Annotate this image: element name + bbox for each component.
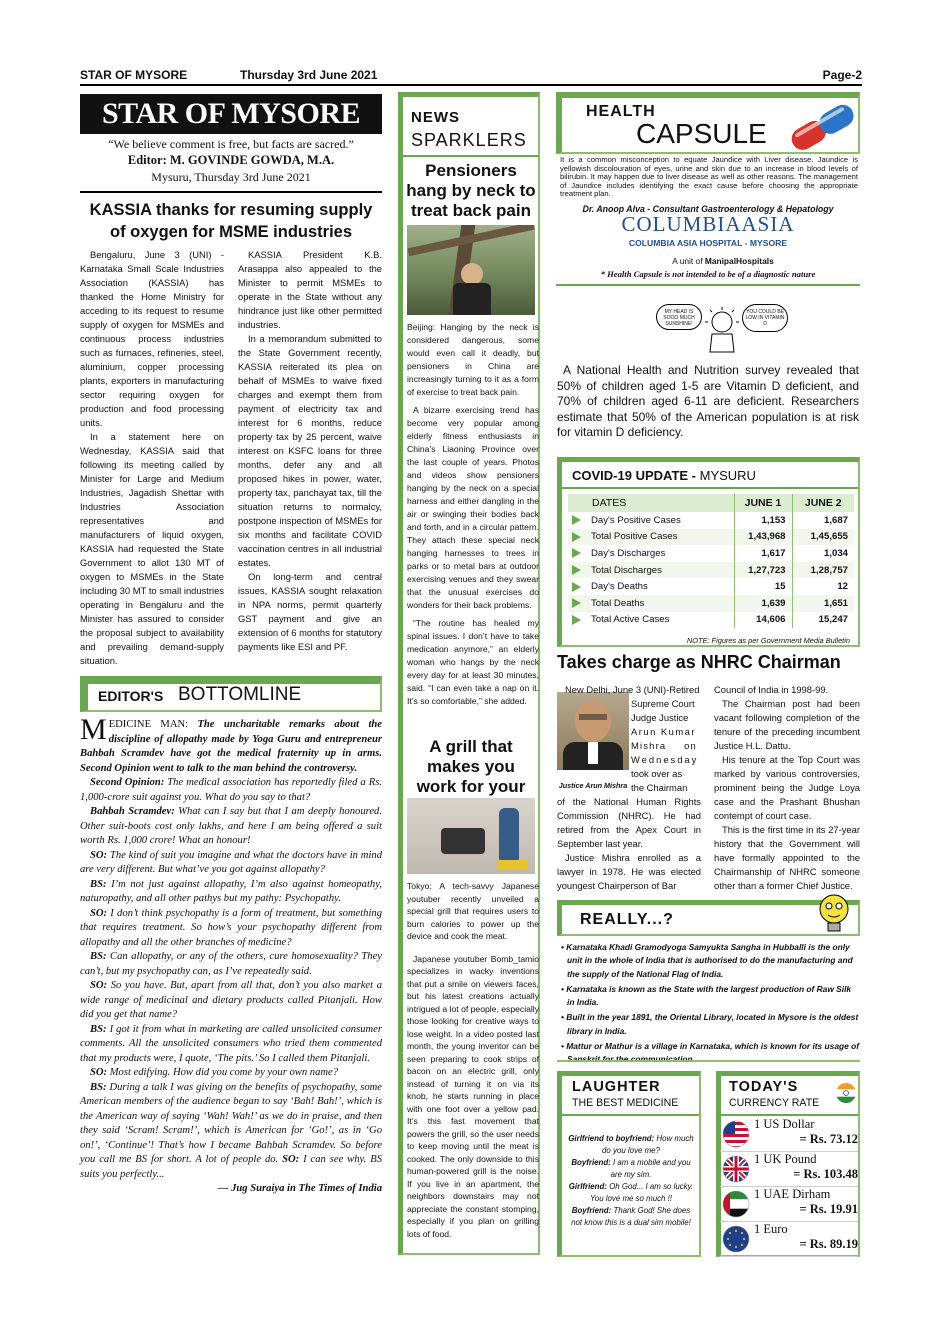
triangle-bullet-icon — [572, 598, 581, 608]
pensioner-photo — [407, 225, 535, 315]
speaker: BS: — [90, 951, 107, 962]
covid-row-label-text: Day's Discharges — [591, 547, 666, 559]
nhrc-line: took over as — [631, 768, 683, 779]
news-sparklers-column — [398, 92, 540, 1255]
news-paragraph: “The routine has healed my spinal issues. I don’t have to take medication anymore,” an elderly woman who hangs by the neck every day for at least 30 minutes, said. “I can even take a nap on it. It’s so comfortable,” she added. — [407, 618, 539, 706]
currency-rate-row — [720, 1187, 858, 1222]
editors-para — [80, 950, 382, 979]
currency-subtitle: CURRENCY RATE — [729, 1097, 820, 1109]
currency-name: 1 Euro — [754, 1222, 788, 1236]
editors-lead-caps: EDICINE MAN: — [108, 719, 198, 730]
editors-para — [80, 907, 382, 951]
masthead-logo: STAR OF MYSORE — [80, 94, 382, 134]
covid-row-label — [568, 612, 734, 629]
health-rule — [556, 284, 860, 286]
covid-value-june2: 1,034 — [792, 545, 854, 562]
editors-title-b: BOTTOMLINE — [178, 684, 302, 705]
really-item-text: Mattur or Mathur is a village in Karnataka, which is known for its usage of Sanskrit for the communication. — [566, 1041, 859, 1065]
kassia-paragraph: In a memorandum submitted to the State Government recently, KASSIA reiterated its plea on behalf of MSMEs to waive fixed charges and exempt them from payment of electricity tax and interest for 6 months, reduce property tax by 25 percent, waive interest on KSFC loans for three months, defer any and all proposed hikes in power, water, property tax, panchayat tax, till the situation returns to normalcy, postpone inspection of MSMEs for six months and facilitate COVID vaccination centres in all industrial estates. — [238, 333, 382, 568]
editors-para — [80, 1081, 382, 1183]
editors-body — [80, 713, 383, 1197]
really-title: REALLY...? — [580, 911, 674, 928]
really-item-text: Karnataka Khadi Gramodyoga Samyukta Sangha in Hubballi is the only unit in the whole of India that is authorised to do the manufacturing and the supply of the National Flag of India. — [566, 942, 853, 979]
covid-row-label-text: Total Discharges — [591, 564, 662, 576]
nhrc-line: Mishra on — [631, 740, 697, 751]
currency-name: 1 UK Pound — [754, 1152, 817, 1166]
covid-title — [572, 468, 756, 483]
covid-table-row — [568, 545, 854, 562]
speech: What can I say but that I am deeply honoured. Other suit-boots cost only lakhs, and here I am being offered a suit worth Rs. 1,000 crore! What an honour! — [80, 806, 382, 846]
header-date: Thursday 3rd June 2021 — [240, 68, 378, 82]
us-flag-icon — [722, 1120, 750, 1148]
editors-bottomline-box — [80, 676, 382, 712]
masthead-rule — [80, 191, 382, 193]
joke-line — [566, 1133, 696, 1157]
masthead-motto: “We believe comment is free, but facts are sacred.” — [108, 137, 354, 151]
really-item: • Karnataka is known as the State with the largest production of Raw Silk in India. — [561, 983, 852, 1008]
currency-rule — [721, 1114, 858, 1116]
covid-row-label — [568, 512, 734, 529]
covid-row-label-text: Day's Positive Cases — [591, 514, 681, 526]
nhrc-column-1 — [557, 683, 701, 893]
speaker: SO: — [90, 849, 108, 861]
nhrc-line: Supreme Court — [631, 698, 695, 709]
covid-value-june2: 15,247 — [792, 612, 854, 629]
editors-para — [80, 878, 382, 907]
joke-speech: Thank God! She does not know this is a dual sim mobile! — [571, 1206, 691, 1227]
currency-value: = Rs. 89.19 — [799, 1237, 858, 1251]
laughter-rule — [562, 1114, 699, 1116]
really-item: • Mattur or Mathur is a village in Karnataka, which is known for its usage of Sanskrit for the communication. — [561, 1041, 859, 1065]
grill-headline: A grill that makes you work for your — [416, 737, 526, 796]
covid-value-june1: 14,606 — [734, 612, 792, 629]
covid-table-row — [568, 612, 854, 629]
covid-row-label — [568, 578, 734, 595]
joke-speech: Oh God... I am so lucky. You love me so much !! — [589, 1182, 694, 1203]
speaker: SO: — [282, 1154, 300, 1165]
covid-row-label-text: Day's Deaths — [591, 581, 648, 593]
speech: The kind of suit you imagine and what the doctors have in mind are very different. But what’ve you got against allopathy? — [80, 849, 382, 875]
health-capsule-box — [556, 92, 860, 154]
covid-table-row — [568, 562, 854, 579]
health-title-a: HEALTH — [586, 103, 656, 120]
editors-para — [80, 805, 382, 849]
covid-value-june2: 1,651 — [792, 595, 854, 612]
uae-flag-icon — [722, 1190, 750, 1218]
joke-text — [566, 1133, 696, 1229]
nhrc-line: the Chairman — [631, 782, 688, 793]
triangle-bullet-icon — [572, 532, 581, 542]
cartoon-bubble-left: MY HEAD IS SOOO MUCH SUNSHINE! — [656, 304, 702, 330]
laughter-box — [557, 1071, 701, 1257]
really-rule — [557, 1060, 860, 1062]
speaker: SO: — [90, 907, 108, 919]
currency-name: 1 UAE Dirham — [754, 1187, 831, 1201]
currency-name: 1 US Dollar — [754, 1117, 815, 1131]
unit-brand: ManipalHospitals — [704, 256, 774, 266]
health-title-b: CAPSULE — [636, 118, 767, 149]
currency-title: TODAY'S — [729, 1079, 799, 1095]
kassia-paragraph: On long-term and central issues, KASSIA sought relaxation in NPA norms, permit quarterly GST payment and give an extension of 6 months for statutory payments like ESI and PF. — [238, 571, 382, 652]
triangle-bullet-icon — [572, 548, 581, 558]
speaker: BS: — [90, 1081, 107, 1093]
editors-para — [80, 713, 383, 776]
nhrc-line: Wednesday — [631, 754, 699, 765]
joke-line — [566, 1205, 696, 1229]
covid-update-box — [557, 457, 860, 647]
nhrc-headline: Takes charge as NHRC Chairman — [557, 652, 841, 672]
covid-value-june1: 1,617 — [734, 545, 792, 562]
vitamin-d-cartoon — [656, 300, 788, 358]
speech: During a talk I was giving on the benefits of psychopathy, some American members of the audience began to say ‘Bah! Bah!’, which is the American way of saying ‘Wah! Wah!’ as we do in praise, and then they said ‘Scram! Scram!’, which is American for ‘Go!’, as in ‘Go on!’, ‘Continue’! That’s how I became Bahbah Scramdev. So before you call me BS for short. A lot of people do. — [80, 1081, 382, 1165]
kassia-paragraph: Bengaluru, June 3 (UNI) - Karnataka Small Scale Industries Association (KASSIA) has thanked the Home Ministry for acceding to its request to resume supply of oxygen for MSMEs and continuous process industries such as furnaces, refineries, steel, aluminium, copper processing plants, exporters in manufacturing sector requiring oxygen for production and food processing units. — [80, 249, 224, 428]
joke-speaker: Girlfriend: — [568, 1182, 607, 1191]
kassia-column-2 — [238, 248, 382, 654]
editors-para — [80, 849, 382, 878]
speaker: SO: — [90, 1067, 108, 1078]
joke-line — [566, 1181, 696, 1205]
covid-value-june2: 1,687 — [792, 512, 854, 529]
editors-para — [80, 776, 382, 805]
eu-flag-icon — [722, 1225, 750, 1253]
joke-speech: How much do you love me? — [602, 1134, 694, 1155]
laughter-title: LAUGHTER — [572, 1079, 661, 1095]
covid-row-label — [568, 529, 734, 546]
joke-speaker: Girlfriend to boyfriend: — [568, 1134, 655, 1143]
speech: The medical association has reportedly filed a Rs. 1,000-crore suit against you. What do you say to that? — [80, 777, 383, 803]
joke-line — [566, 1157, 696, 1181]
covid-row-label — [568, 562, 734, 579]
uk-flag-icon — [722, 1155, 750, 1183]
speech: So you have. But, apart from all that, don’t you also market a wide range of medicinal and dietary products called Pitanjali. How did you get that name? — [80, 980, 382, 1020]
covid-note: NOTE: Figures as per Government Media Bulletin — [686, 636, 850, 645]
covid-title-rule — [562, 487, 858, 489]
logo-part: COLUMBIA — [621, 212, 742, 236]
kassia-paragraph: In a statement here on Wednesday, KASSIA said that following its meeting called by Minister for Large and Medium Industries, Jagadish Shettar with Industries Association representatives and manufacturers of liquid oxygen, KASSIA had requested the State Government to allot 130 MT of oxygen to MSMEs in the State including 30 MT to small industries operating in Bengaluru and the Minister has assured to consider the proposal subject to availability and prevailing demand-supply situation. — [80, 431, 224, 666]
covid-table-row — [568, 529, 854, 546]
speaker: Second Opinion: — [90, 777, 165, 788]
pensioners-headline: Pensioners hang by neck to treat back pain — [406, 161, 536, 220]
masthead-editor: Editor: M. GOVINDE GOWDA, M.A. — [127, 153, 335, 167]
covid-row-label — [568, 545, 734, 562]
covid-value-june2: 12 — [792, 578, 854, 595]
editors-credit: — Jug Suraiya in The Times of India — [217, 1183, 382, 1194]
covid-value-june1: 1,639 — [734, 595, 792, 612]
header-page-number: Page-2 — [822, 68, 862, 82]
covid-row-label — [568, 595, 734, 612]
nhrc-paragraph: Council of India in 1998-99. — [714, 684, 829, 695]
triangle-bullet-icon — [572, 615, 581, 625]
currency-rate-row — [720, 1152, 858, 1187]
capsule-pill-icon — [784, 100, 862, 152]
really-item-text: Built in the year 1891, the Oriental Library, located in Mysore is the oldest library in India. — [566, 1012, 859, 1036]
really-list — [561, 941, 859, 1067]
editors-para — [80, 1066, 382, 1081]
covid-value-june2: 1,45,655 — [792, 529, 854, 546]
covid-table-row — [568, 578, 854, 595]
currency-rates — [720, 1117, 858, 1257]
covid-row-label-text: Total Active Cases — [591, 614, 670, 626]
grill-photo — [407, 798, 535, 874]
lightbulb-icon — [814, 891, 854, 937]
hospital-name: COLUMBIA ASIA HOSPITAL - MYSORE — [628, 238, 788, 248]
covid-table-row — [568, 595, 854, 612]
really-item: • Karnataka Khadi Gramodyoga Samyukta Sangha in Hubballi is the only unit in the whole of India that is authorised to do the manufacturing and the supply of the National Flag of India. — [561, 942, 853, 979]
nhrc-line: Arun Kumar — [631, 726, 697, 737]
really-box — [557, 900, 860, 936]
news-paragraph: Tokyo: A tech-savvy Japanese youtuber recently unveiled a special grill that requires users to burn calories to power up the device and cook the meat. — [407, 881, 539, 941]
currency-value: = Rs. 103.48 — [793, 1167, 858, 1181]
grill-body — [407, 880, 539, 1240]
pensioners-body — [407, 321, 539, 708]
speech: I got it from what in marketing are called unsolicited consumer comments. All the unsolicited consumers who tried them commented that my products were, I quote, ‘The pits.’ So I called them Pitanjali. — [80, 1023, 382, 1064]
masthead-dateline: Mysuru, Thursday 3rd June 2021 — [151, 170, 311, 184]
covid-row-label-text: Total Deaths — [591, 597, 645, 609]
editors-title-a: EDITOR'S — [98, 688, 164, 704]
covid-value-june1: 1,43,968 — [734, 529, 792, 546]
speaker: BS: — [90, 878, 107, 890]
india-flag-icon — [835, 1082, 857, 1104]
health-text: It is a common misconception to equate Jaundice with Liver disease. Jaundice is yellowish discolouration of eyes, urine and skin due to an increase in blood levels of bilirubin. It may happen due to liver disease as well as other reasons. The management of Jaundice includes identifying the exact cause before choosing the appropriate treatment plan. — [560, 155, 858, 199]
editors-para — [80, 979, 382, 1023]
col-dates: DATES — [592, 497, 627, 509]
editors-para — [80, 1023, 382, 1067]
joke-speaker: Boyfriend: — [571, 1206, 612, 1215]
vitamin-d-text: A National Health and Nutrition survey revealed that 50% of children aged 1-5 are Vitamin D deficient, and 70% of children aged 6-11 are deficient. Researchers estimate that 50% of the American population is at risk for vitamin D deficiency. — [557, 363, 859, 439]
covid-value-june1: 1,153 — [734, 512, 792, 529]
columbia-asia-logo — [556, 212, 860, 237]
col-june2: JUNE 2 — [792, 494, 854, 512]
nhrc-paragraph: His tenure at the Top Court was marked by various controversies, prominent being the Judge Loya case and the Prashant Bhushan contempt of court case. — [714, 754, 860, 821]
kassia-paragraph: KASSIA President K.B. Arasappa also appealed to the Minister to permit MSMEs to operate in the State without any hindrance just like other permitted industries. — [238, 249, 382, 330]
logo-part: ASIA — [741, 212, 795, 236]
col-june1: JUNE 1 — [734, 494, 792, 512]
covid-title-b: MYSURU — [699, 468, 756, 483]
really-item-text: Karnataka is known as the State with the largest production of Raw Silk in India. — [566, 983, 852, 1008]
header-paper-name: STAR OF MYSORE — [80, 68, 188, 82]
covid-row-label-text: Total Positive Cases — [591, 531, 678, 543]
covid-value-june2: 1,28,757 — [792, 562, 854, 579]
justice-photo-caption: Justice Arun Mishra — [558, 781, 628, 790]
covid-value-june1: 15 — [734, 578, 792, 595]
news-sparklers-title-a: NEWS — [411, 109, 460, 126]
currency-value: = Rs. 19.91 — [799, 1202, 858, 1216]
covid-title-a: COVID-19 UPDATE - — [572, 468, 700, 483]
covid-table-header — [568, 494, 854, 512]
covid-value-june1: 1,27,723 — [734, 562, 792, 579]
speech: I don’t think psychopathy is a form of treatment, but something that requires treatment. So how’s your psychopathy different from allopathy and all the other branches of medicine? — [80, 907, 382, 948]
covid-table — [568, 494, 854, 628]
speech: Most edifying. How did you come by your own name? — [107, 1067, 339, 1078]
nhrc-column-2 — [714, 683, 860, 893]
nhrc-paragraph: This is the first time in its 27-year history that the Government will have formally appointed to the Chairmanship of NHRC someone other than a former Chief Justice. — [714, 824, 860, 891]
health-doctor: Dr. Anoop Alva - Consultant Gastroenterology & Hepatology — [582, 204, 834, 214]
speaker: BS: — [90, 1023, 107, 1035]
triangle-bullet-icon — [572, 515, 581, 525]
nhrc-line: Judge Justice — [631, 712, 689, 723]
nhrc-paragraph: Justice Mishra enrolled as a lawyer in 1978. He was elected youngest Chairperson of Bar — [557, 852, 701, 891]
health-disclaimer: * Health Capsule is not intended to be of a diagnostic nature — [600, 269, 816, 279]
joke-speaker: Boyfriend: — [571, 1158, 611, 1167]
currency-rate-row — [720, 1117, 858, 1152]
news-paragraph: Japanese youtuber Bomb_tamio specializes in wacky inventions that put a smile on viewers faces, but his latest creations actually intrigued a lot of people, especially those looking for creative ways to lose weight. In a video posted last month, the young inventor can be seen preparing to cook strips of bacon on an electric grill, only instead of turning it on via its knob, he starts running in place with one foot over a yellow pad. It’s this fast movement that powers the grill, so the user needs to keep moving until the meat is cooked. The only downside to this human-powered grill is the noise. If you live in an apartment, the neighbors downstairs may not appreciate the constant stomping, especially if you plan on grilling lots of food. — [407, 953, 539, 1239]
speech: I can see why. BS suits you perfectly... — [80, 1154, 382, 1180]
really-item: • Built in the year 1891, the Oriental Library, located in Mysore is the oldest library in India. — [561, 1012, 859, 1036]
triangle-bullet-icon — [572, 565, 581, 575]
unit-label: A unit of — [672, 256, 705, 266]
triangle-bullet-icon — [572, 582, 581, 592]
manipal-unit — [556, 256, 860, 266]
drop-cap: M — [80, 713, 107, 746]
editors-lead-bold: The uncharitable remarks about the discipline of allopathy made by Yoga Guru and entrepreneur Bahbah Scramdev have got the medical fraternity up in arms. Second Opinion went to talk to the man behind the controversy. — [80, 719, 383, 774]
nhrc-paragraph: The Chairman post had been vacant following completion of the tenure of the preceding incumbent Justice H.L. Dattu. — [714, 698, 860, 751]
page-header — [80, 66, 862, 86]
currency-value: = Rs. 73.12 — [799, 1132, 858, 1146]
laughter-subtitle: THE BEST MEDICINE — [572, 1097, 679, 1109]
speaker: Bahbah Scramdev: — [90, 806, 175, 817]
speech: Can allopathy, or any of the others, cure homosexuality? They can’t, but my psychopathy can, as I’ve repeatedly said. — [80, 951, 382, 977]
covid-table-row — [568, 512, 854, 529]
news-sparklers-title-b: SPARKLERS — [411, 130, 527, 150]
news-paragraph: A bizarre exercising trend has become very popular among elderly fitness enthusiasts in China’s Liaoning Province over the last couple of years. Photos and videos show pensioners hanging by the neck on a special harness and either dangling in the air or swinging their bodies back and forth, and in a circular pattern. They attach these special neck hanging harnesses to trees in parks or to metal bars at outdoor exercising venues and they swear that the unusual exercises do wonders for their back problems. — [407, 405, 539, 610]
currency-rate-row — [720, 1222, 858, 1257]
nhrc-line: New Delhi, June 3 (UNI)-Retired — [565, 684, 700, 695]
speech: I’m not just against allopathy, I’m also against homeopathy, naturopathy, and all other pathys but my pathy: Psychopathy. — [80, 878, 382, 904]
joke-speech: I am a mobile and you are my sim. — [610, 1158, 691, 1179]
cartoon-bubble-right: YOU COULD BE LOW IN VITAMIN D — [742, 304, 788, 332]
nhrc-paragraph: of the National Human Rights Commission (NHRC). He had retired from the Apex Court in September last year. — [557, 796, 701, 849]
kassia-column-1 — [80, 248, 224, 668]
sun-face-icon — [700, 306, 744, 356]
news-rule — [403, 155, 539, 157]
news-paragraph: Beijing: Hanging by the neck is considered dangerous, some would even call it deadly, but pensioners in China are increasingly turning to it as a form of exercise to treat back pain. — [407, 322, 539, 397]
kassia-headline: KASSIA thanks for resuming supply of oxygen for MSME industries — [89, 201, 373, 241]
speaker: SO: — [90, 980, 108, 991]
